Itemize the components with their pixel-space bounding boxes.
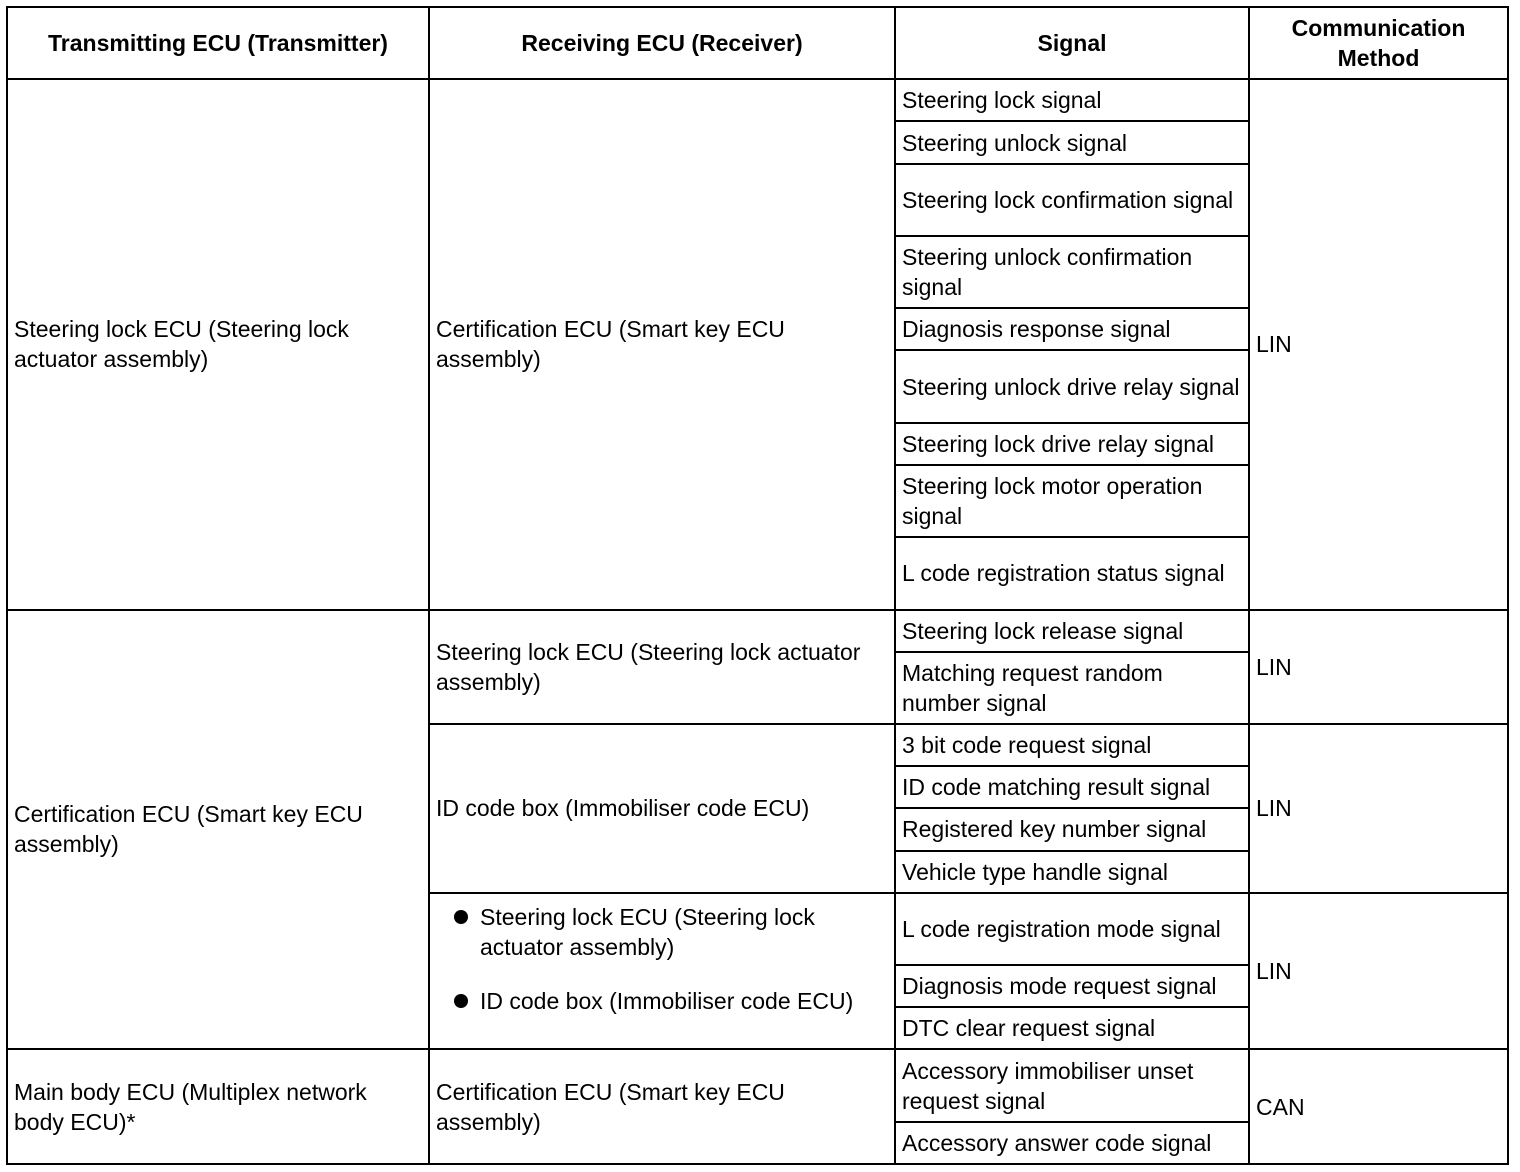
receiver-cell: Certification ECU (Smart key ECU assembly) bbox=[429, 79, 895, 609]
header-method: Communication Method bbox=[1249, 7, 1508, 79]
method-cell: LIN bbox=[1249, 724, 1508, 893]
list-item bbox=[436, 986, 888, 1016]
method-cell: CAN bbox=[1249, 1049, 1508, 1164]
header-transmitter: Transmitting ECU (Transmitter) bbox=[7, 7, 429, 79]
transmitter-cell: Main body ECU (Multiplex network body ECU)* bbox=[7, 1049, 429, 1164]
header-row bbox=[7, 7, 1508, 79]
signal-cell: Vehicle type handle signal bbox=[895, 851, 1249, 893]
signal-cell: Registered key number signal bbox=[895, 808, 1249, 850]
signal-cell: L code registration status signal bbox=[895, 537, 1249, 609]
transmitter-cell: Steering lock ECU (Steering lock actuator assembly) bbox=[7, 79, 429, 609]
list-item bbox=[436, 902, 888, 962]
signal-cell: Steering lock release signal bbox=[895, 610, 1249, 652]
signal-cell: Steering lock signal bbox=[895, 79, 1249, 121]
signal-cell: Diagnosis response signal bbox=[895, 308, 1249, 350]
signal-cell: L code registration mode signal bbox=[895, 893, 1249, 965]
transmitter-cell: Certification ECU (Smart key ECU assembly) bbox=[7, 610, 429, 1050]
signal-cell: Matching request random number signal bbox=[895, 652, 1249, 724]
table-row bbox=[7, 610, 1508, 652]
signal-cell: Diagnosis mode request signal bbox=[895, 965, 1249, 1007]
method-cell: LIN bbox=[1249, 79, 1508, 609]
method-cell: LIN bbox=[1249, 610, 1508, 724]
bullet-icon bbox=[454, 910, 468, 924]
signal-cell: DTC clear request signal bbox=[895, 1007, 1249, 1049]
signal-cell: Steering unlock signal bbox=[895, 121, 1249, 163]
signal-cell: ID code matching result signal bbox=[895, 766, 1249, 808]
header-signal: Signal bbox=[895, 7, 1249, 79]
receiver-cell bbox=[429, 893, 895, 1050]
method-cell: LIN bbox=[1249, 893, 1508, 1050]
table-row bbox=[7, 1049, 1508, 1121]
signal-cell: 3 bit code request signal bbox=[895, 724, 1249, 766]
signal-cell: Steering lock confirmation signal bbox=[895, 164, 1249, 236]
signal-cell: Accessory answer code signal bbox=[895, 1122, 1249, 1164]
receiver-label: Steering lock ECU (Steering lock actuator assembly) bbox=[480, 903, 815, 960]
signal-cell: Steering unlock drive relay signal bbox=[895, 350, 1249, 422]
table-row bbox=[7, 79, 1508, 121]
receiver-label: ID code box (Immobiliser code ECU) bbox=[480, 987, 854, 1014]
signal-cell: Steering lock drive relay signal bbox=[895, 423, 1249, 465]
receiver-cell: ID code box (Immobiliser code ECU) bbox=[429, 724, 895, 893]
bullet-icon bbox=[454, 994, 468, 1008]
receiver-cell: Certification ECU (Smart key ECU assembly) bbox=[429, 1049, 895, 1164]
signal-cell: Steering unlock confirmation signal bbox=[895, 236, 1249, 308]
header-receiver: Receiving ECU (Receiver) bbox=[429, 7, 895, 79]
signal-cell: Steering lock motor operation signal bbox=[895, 465, 1249, 537]
receiver-cell: Steering lock ECU (Steering lock actuator assembly) bbox=[429, 610, 895, 724]
receiver-list bbox=[436, 902, 888, 1016]
signal-cell: Accessory immobiliser unset request signal bbox=[895, 1049, 1249, 1121]
communication-table bbox=[6, 6, 1509, 1165]
